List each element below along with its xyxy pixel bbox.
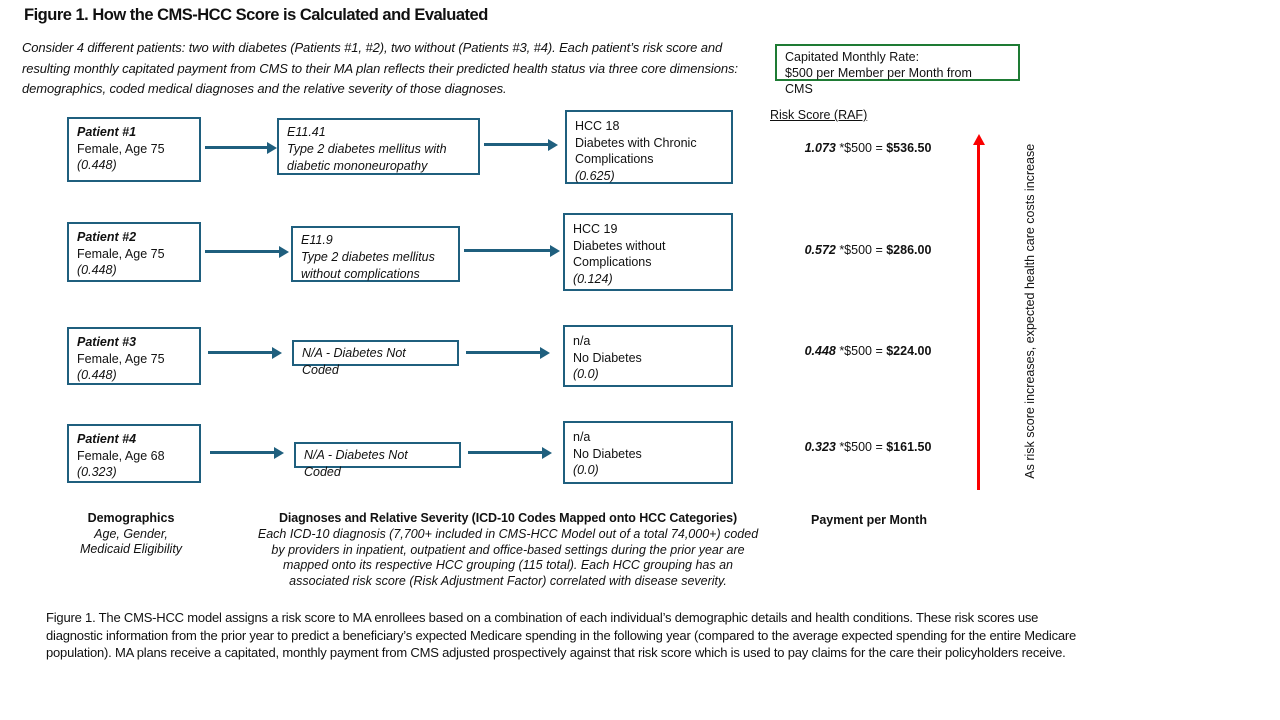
hcc-box-3: [563, 325, 733, 387]
risk-factor: 0.448: [804, 344, 836, 358]
figure-caption: Figure 1. The CMS-HCC model assigns a risk score to MA enrollees based on a combination of each individual’s demographic details and health conditions. These risk scores use diagnostic information from the prior year to predict a beneficiary’s expected Medicare spending in the following year (compared to the average expected spending for the entire Medicare population). MA plans receive a capitated, monthly payment from CMS adjusted prospectively against that risk score which is used to pay claims for the care their policyholders receive.: [46, 610, 1077, 660]
patient-raf: (0.448): [77, 368, 117, 382]
hcc-code: HCC 19: [573, 222, 618, 236]
flow-arrow: [464, 249, 550, 252]
risk-axis-label: As risk score increases, expected health care costs increase: [1022, 143, 1037, 479]
demographics-label: [55, 511, 207, 558]
diagnoses-title: Diagnoses and Relative Severity (ICD-10 Codes Mapped onto HCC Categories): [278, 511, 738, 525]
payment-amount: $536.50: [886, 141, 932, 155]
diagnoses-body: Each ICD-10 diagnosis (7,700+ included in CMS-HCC Model out of a total 74,000+) coded by providers in inpatient, outpatient and office-based settings during the prior year are mapped onto its respective HCC grouping (115 total). Each HCC grouping has an associated risk score (Risk Adjustment Factor) correlated with disease severity.: [257, 526, 759, 589]
icd-description: diabetic mononeuropathy: [287, 159, 428, 173]
demographics-line: Age, Gender,: [94, 526, 168, 541]
patient-raf: (0.448): [77, 263, 117, 277]
patient-demographics: Female, Age 75: [77, 141, 165, 156]
diagnosis-box-4: [294, 442, 461, 479]
capitated-rate-box: [775, 44, 1020, 96]
icd-description: without complications: [301, 267, 420, 281]
rate-multiplier: *$500 =: [835, 243, 887, 257]
payment-per-month-label: Payment per Month: [811, 513, 927, 527]
risk-factor: 0.323: [804, 440, 836, 454]
hcc-code: n/a: [573, 334, 591, 348]
flow-arrow: [210, 451, 274, 454]
hcc-description: Diabetes without Complications: [573, 238, 666, 269]
intro-text: Consider 4 different patients: two with diabetes (Patients #1, #2), two without (Patients #3, #4). Each patient’s risk score and resulting monthly capitated payment from CMS to their MA plan reflects their predicted health status via three core dimensions: demographics, coded medical diagnoses and the relative severity of those diagnoses.: [22, 40, 738, 96]
figure-title: Figure 1. How the CMS-HCC Score is Calculated and Evaluated: [24, 6, 488, 24]
flow-arrow: [205, 250, 279, 253]
hcc-box-1: [565, 110, 733, 184]
icd-description: N/A - Diabetes Not: [302, 346, 406, 360]
patient-box-4: [67, 424, 201, 483]
patient-box-3: [67, 327, 201, 385]
hcc-raf: (0.625): [575, 168, 615, 183]
patient-demographics: Female, Age 68: [77, 448, 165, 463]
diagnoses-label: [256, 511, 760, 590]
hcc-description: No Diabetes: [573, 350, 642, 365]
hcc-raf: (0.0): [573, 367, 599, 381]
flow-arrow: [468, 451, 542, 454]
patient-demographics: Female, Age 75: [77, 351, 165, 366]
hcc-description: No Diabetes: [573, 446, 642, 461]
icd-description: Coded: [304, 465, 341, 479]
patient-name: Patient #2: [77, 230, 137, 244]
icd-description: Type 2 diabetes mellitus with: [287, 142, 447, 156]
patient-name: Patient #1: [77, 125, 137, 139]
rate-multiplier: *$500 =: [835, 141, 887, 155]
hcc-raf: (0.124): [573, 271, 613, 286]
flow-arrow: [205, 146, 267, 149]
hcc-description: Diabetes with Chronic Complications: [575, 135, 697, 166]
patient-name: Patient #3: [77, 335, 137, 349]
patient-name: Patient #4: [77, 432, 137, 446]
icd-description: N/A - Diabetes Not: [304, 448, 408, 462]
hcc-code: HCC 18: [575, 119, 620, 133]
diagnosis-box-1: [277, 118, 480, 175]
risk-formula-2: [783, 243, 953, 257]
patient-raf: (0.448): [77, 158, 117, 172]
payment-amount: $224.00: [886, 344, 932, 358]
risk-formula-1: [783, 141, 953, 155]
risk-formula-4: [783, 440, 953, 454]
flow-arrow: [208, 351, 272, 354]
hcc-code: n/a: [573, 430, 591, 444]
rate-multiplier: *$500 =: [835, 440, 887, 454]
capitated-rate-line: $500 per Member per Month from: [785, 66, 972, 80]
patient-demographics: Female, Age 75: [77, 246, 165, 261]
hcc-box-2: [563, 213, 733, 291]
payment-amount: $286.00: [886, 243, 932, 257]
risk-factor: 1.073: [804, 141, 836, 155]
icd-description: Type 2 diabetes mellitus: [301, 250, 435, 264]
diagnosis-box-3: [292, 340, 459, 377]
flow-arrow: [484, 143, 548, 146]
payment-amount: $161.50: [886, 440, 932, 454]
diagnosis-box-2: [291, 226, 460, 282]
rate-multiplier: *$500 =: [835, 344, 887, 358]
capitated-rate-line: Capitated Monthly Rate:: [785, 50, 920, 64]
flow-arrow: [466, 351, 540, 354]
capitated-rate-line: CMS: [785, 82, 813, 96]
risk-formula-3: [783, 344, 953, 358]
risk-score-header: Risk Score (RAF): [770, 108, 868, 122]
icd-description: Coded: [302, 363, 339, 377]
hcc-box-4: [563, 421, 733, 484]
demographics-line: Medicaid Eligibility: [79, 542, 183, 556]
icd-code: E11.9: [301, 233, 333, 247]
risk-increase-arrow: [977, 144, 980, 490]
patient-box-2: [67, 222, 201, 282]
risk-factor: 0.572: [804, 243, 836, 257]
patient-box-1: [67, 117, 201, 182]
demographics-title: Demographics: [87, 511, 175, 525]
icd-code: E11.41: [287, 125, 326, 139]
hcc-raf: (0.0): [573, 463, 599, 477]
patient-raf: (0.323): [77, 465, 117, 479]
